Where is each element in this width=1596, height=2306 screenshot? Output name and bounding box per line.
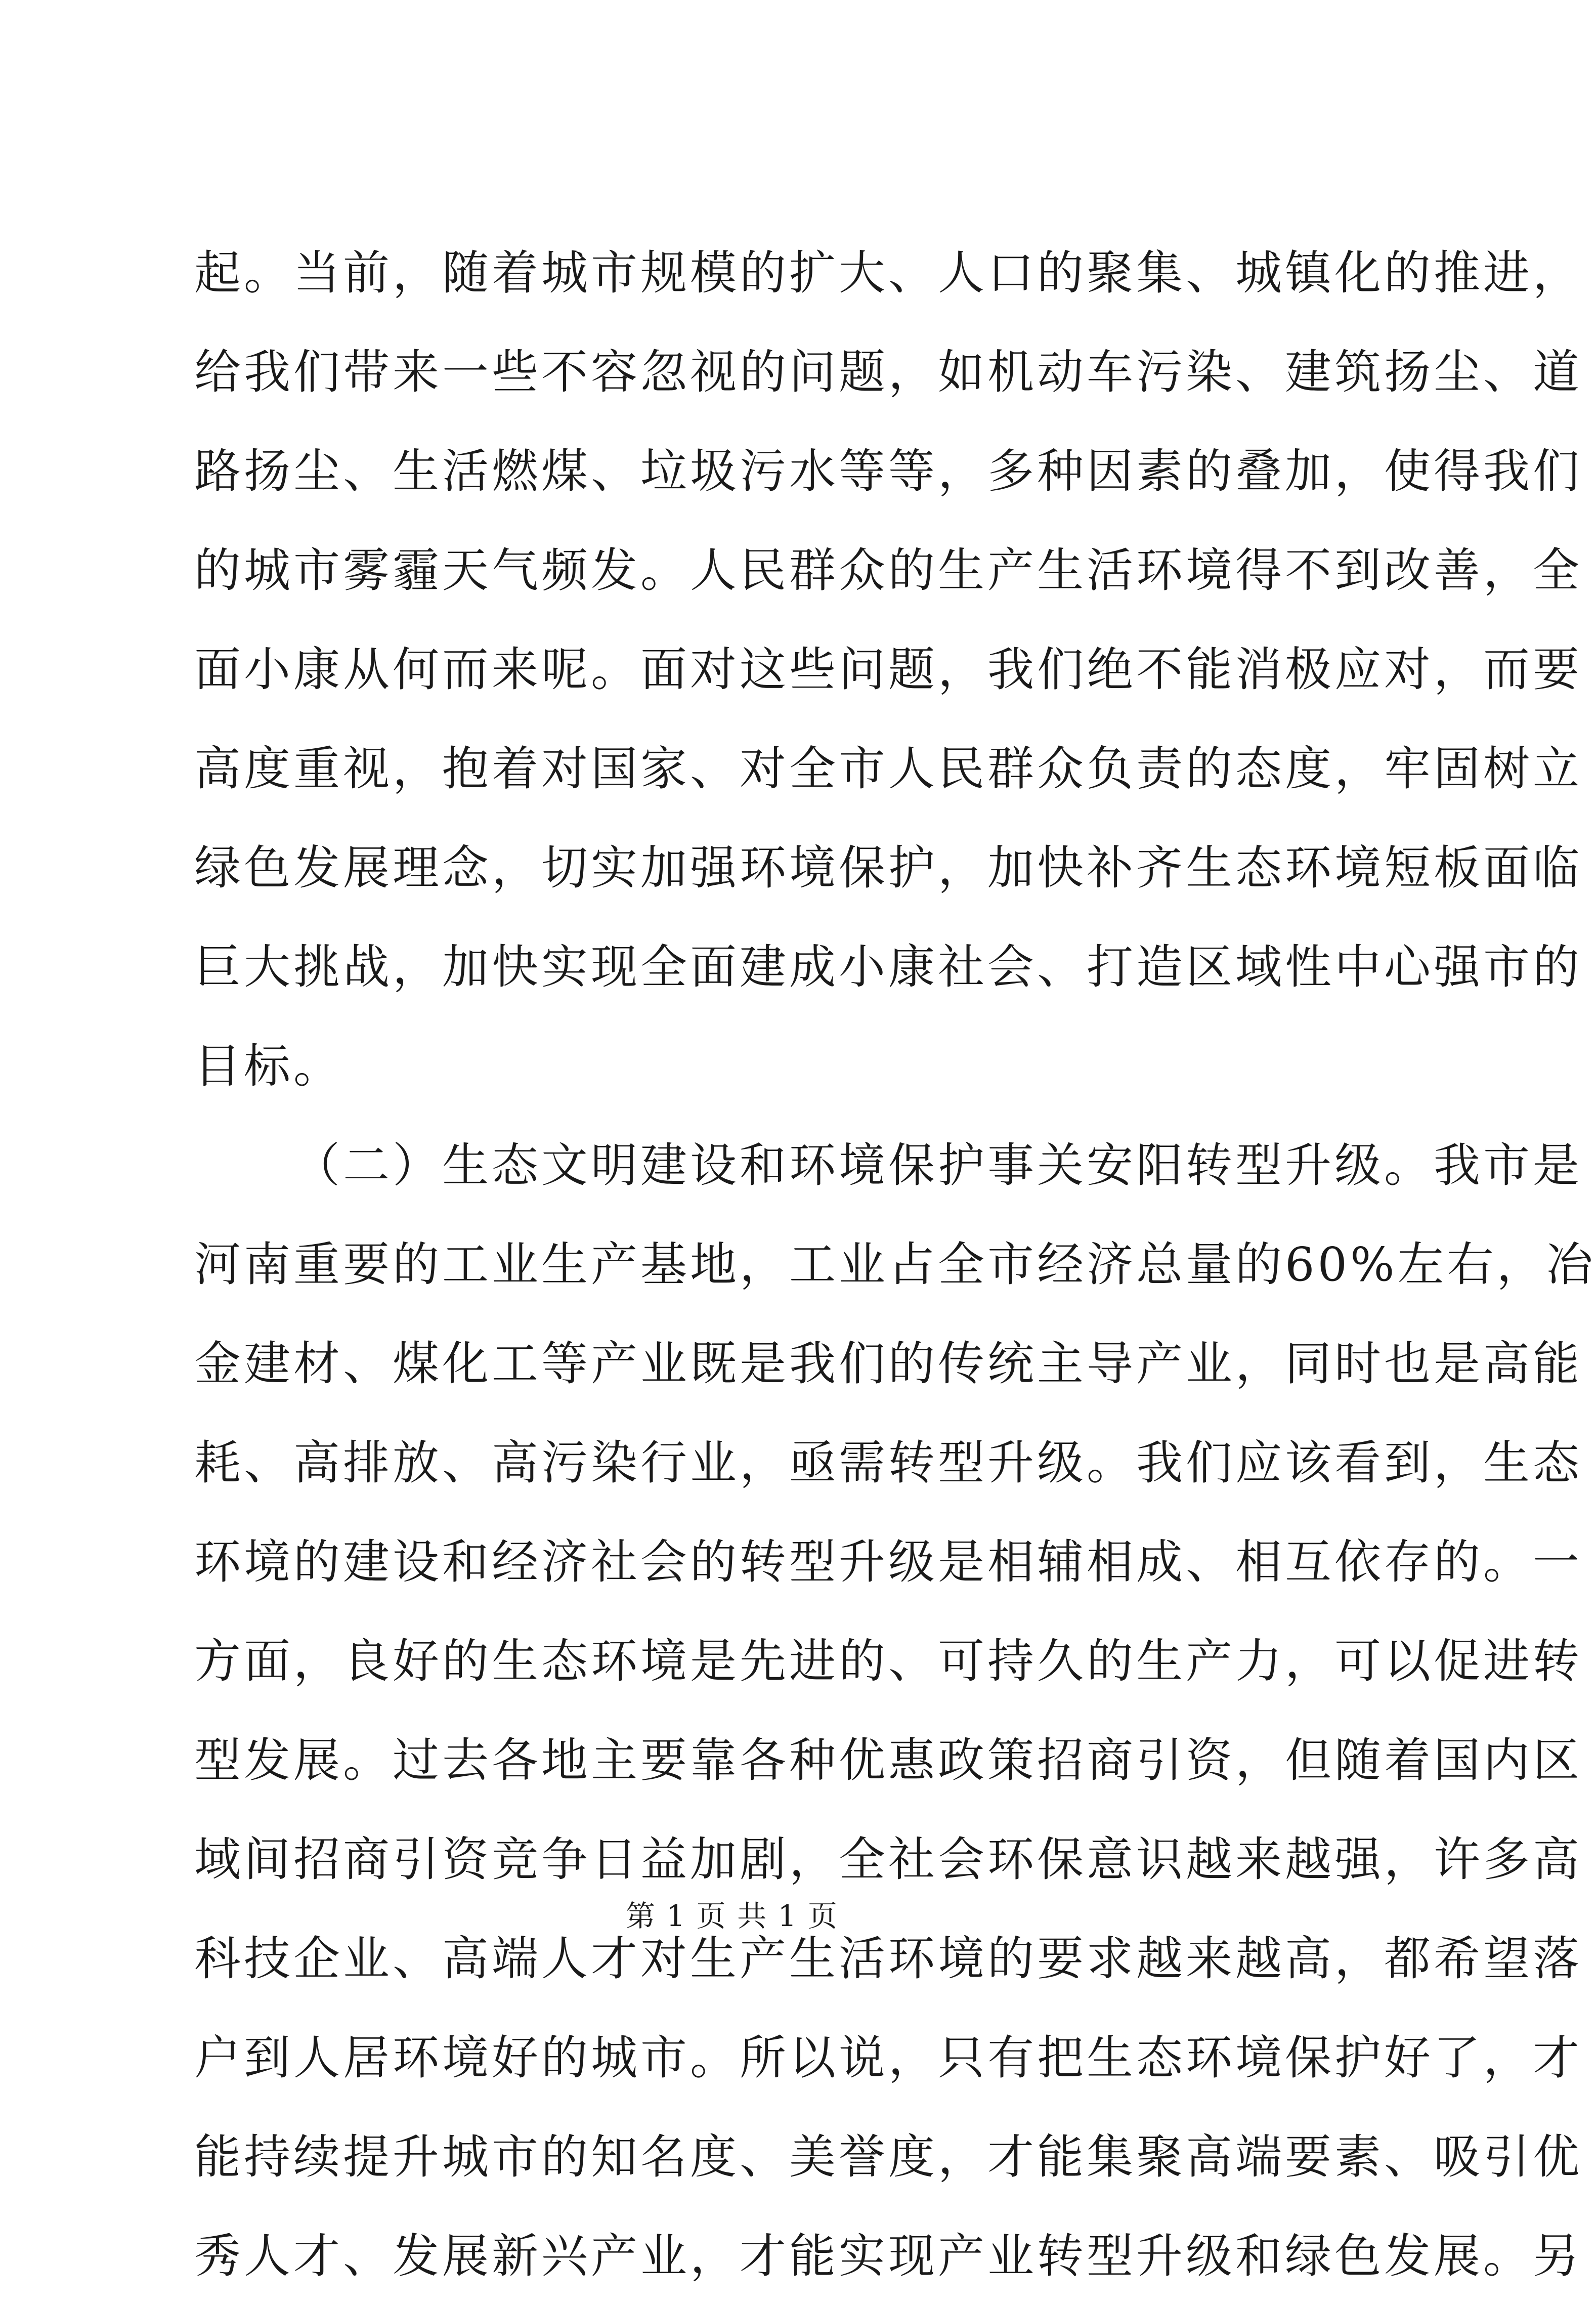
text-line: 目标。 xyxy=(194,1039,343,1093)
body-text xyxy=(194,224,1596,2306)
text-line: 路扬尘、生活燃煤、垃圾污水等等，多种因素的叠加，使得我们 xyxy=(194,444,1583,498)
text-line: 河南重要的工业生产基地，工业占全市经济总量的60%左右，冶 xyxy=(194,1237,1596,1292)
text-line: 能持续提升城市的知名度、美誉度，才能集聚高端要素、吸引优 xyxy=(194,2130,1583,2184)
text-line: 域间招商引资竞争日益加剧，全社会环保意识越来越强，许多高 xyxy=(194,1832,1583,1887)
text-line: 方面，良好的生态环境是先进的、可持久的生产力，可以促进转 xyxy=(194,1634,1583,1688)
text-line: 户到人居环境好的城市。所以说，只有把生态环境保护好了，才 xyxy=(194,2031,1583,2085)
text-line: 的城市雾霾天气频发。人民群众的生产生活环境得不到改善，全 xyxy=(194,543,1583,597)
text-line: 秀人才、发展新兴产业，才能实现产业转型升级和绿色发展。另 xyxy=(194,2229,1583,2283)
text-line: 给我们带来一些不容忽视的问题，如机动车污染、建筑扬尘、道 xyxy=(194,345,1583,399)
text-line: 巨大挑战，加快实现全面建成小康社会、打造区域性中心强市的 xyxy=(194,940,1583,994)
text-line: 环境的建设和经济社会的转型升级是相辅相成、相互依存的。一 xyxy=(194,1535,1583,1589)
text-line: 型发展。过去各地主要靠各种优惠政策招商引资，但随着国内区 xyxy=(194,1733,1583,1787)
text-line: 高度重视，抱着对国家、对全市人民群众负责的态度，牢固树立 xyxy=(194,742,1583,796)
text-line: 面小康从何而来呢。面对这些问题，我们绝不能消极应对，而要 xyxy=(194,643,1583,697)
section-heading-line: （二）生态文明建设和环境保护事关安阳转型升级。我市是 xyxy=(293,1138,1583,1192)
text-line: 金建材、煤化工等产业既是我们的传统主导产业，同时也是高能 xyxy=(194,1337,1583,1391)
page-footer: 第 1 页 共 1 页 xyxy=(626,1899,838,1933)
text-line: 绿色发展理念，切实加强环境保护，加快补齐生态环境短板面临 xyxy=(194,841,1583,895)
text-line: 耗、高排放、高污染行业，亟需转型升级。我们应该看到，生态 xyxy=(194,1436,1583,1490)
text-line: 起。当前，随着城市规模的扩大、人口的聚集、城镇化的推进， xyxy=(194,246,1583,300)
text-line: 科技企业、高端人才对生产生活环境的要求越来越高，都希望落 xyxy=(194,1932,1583,1986)
